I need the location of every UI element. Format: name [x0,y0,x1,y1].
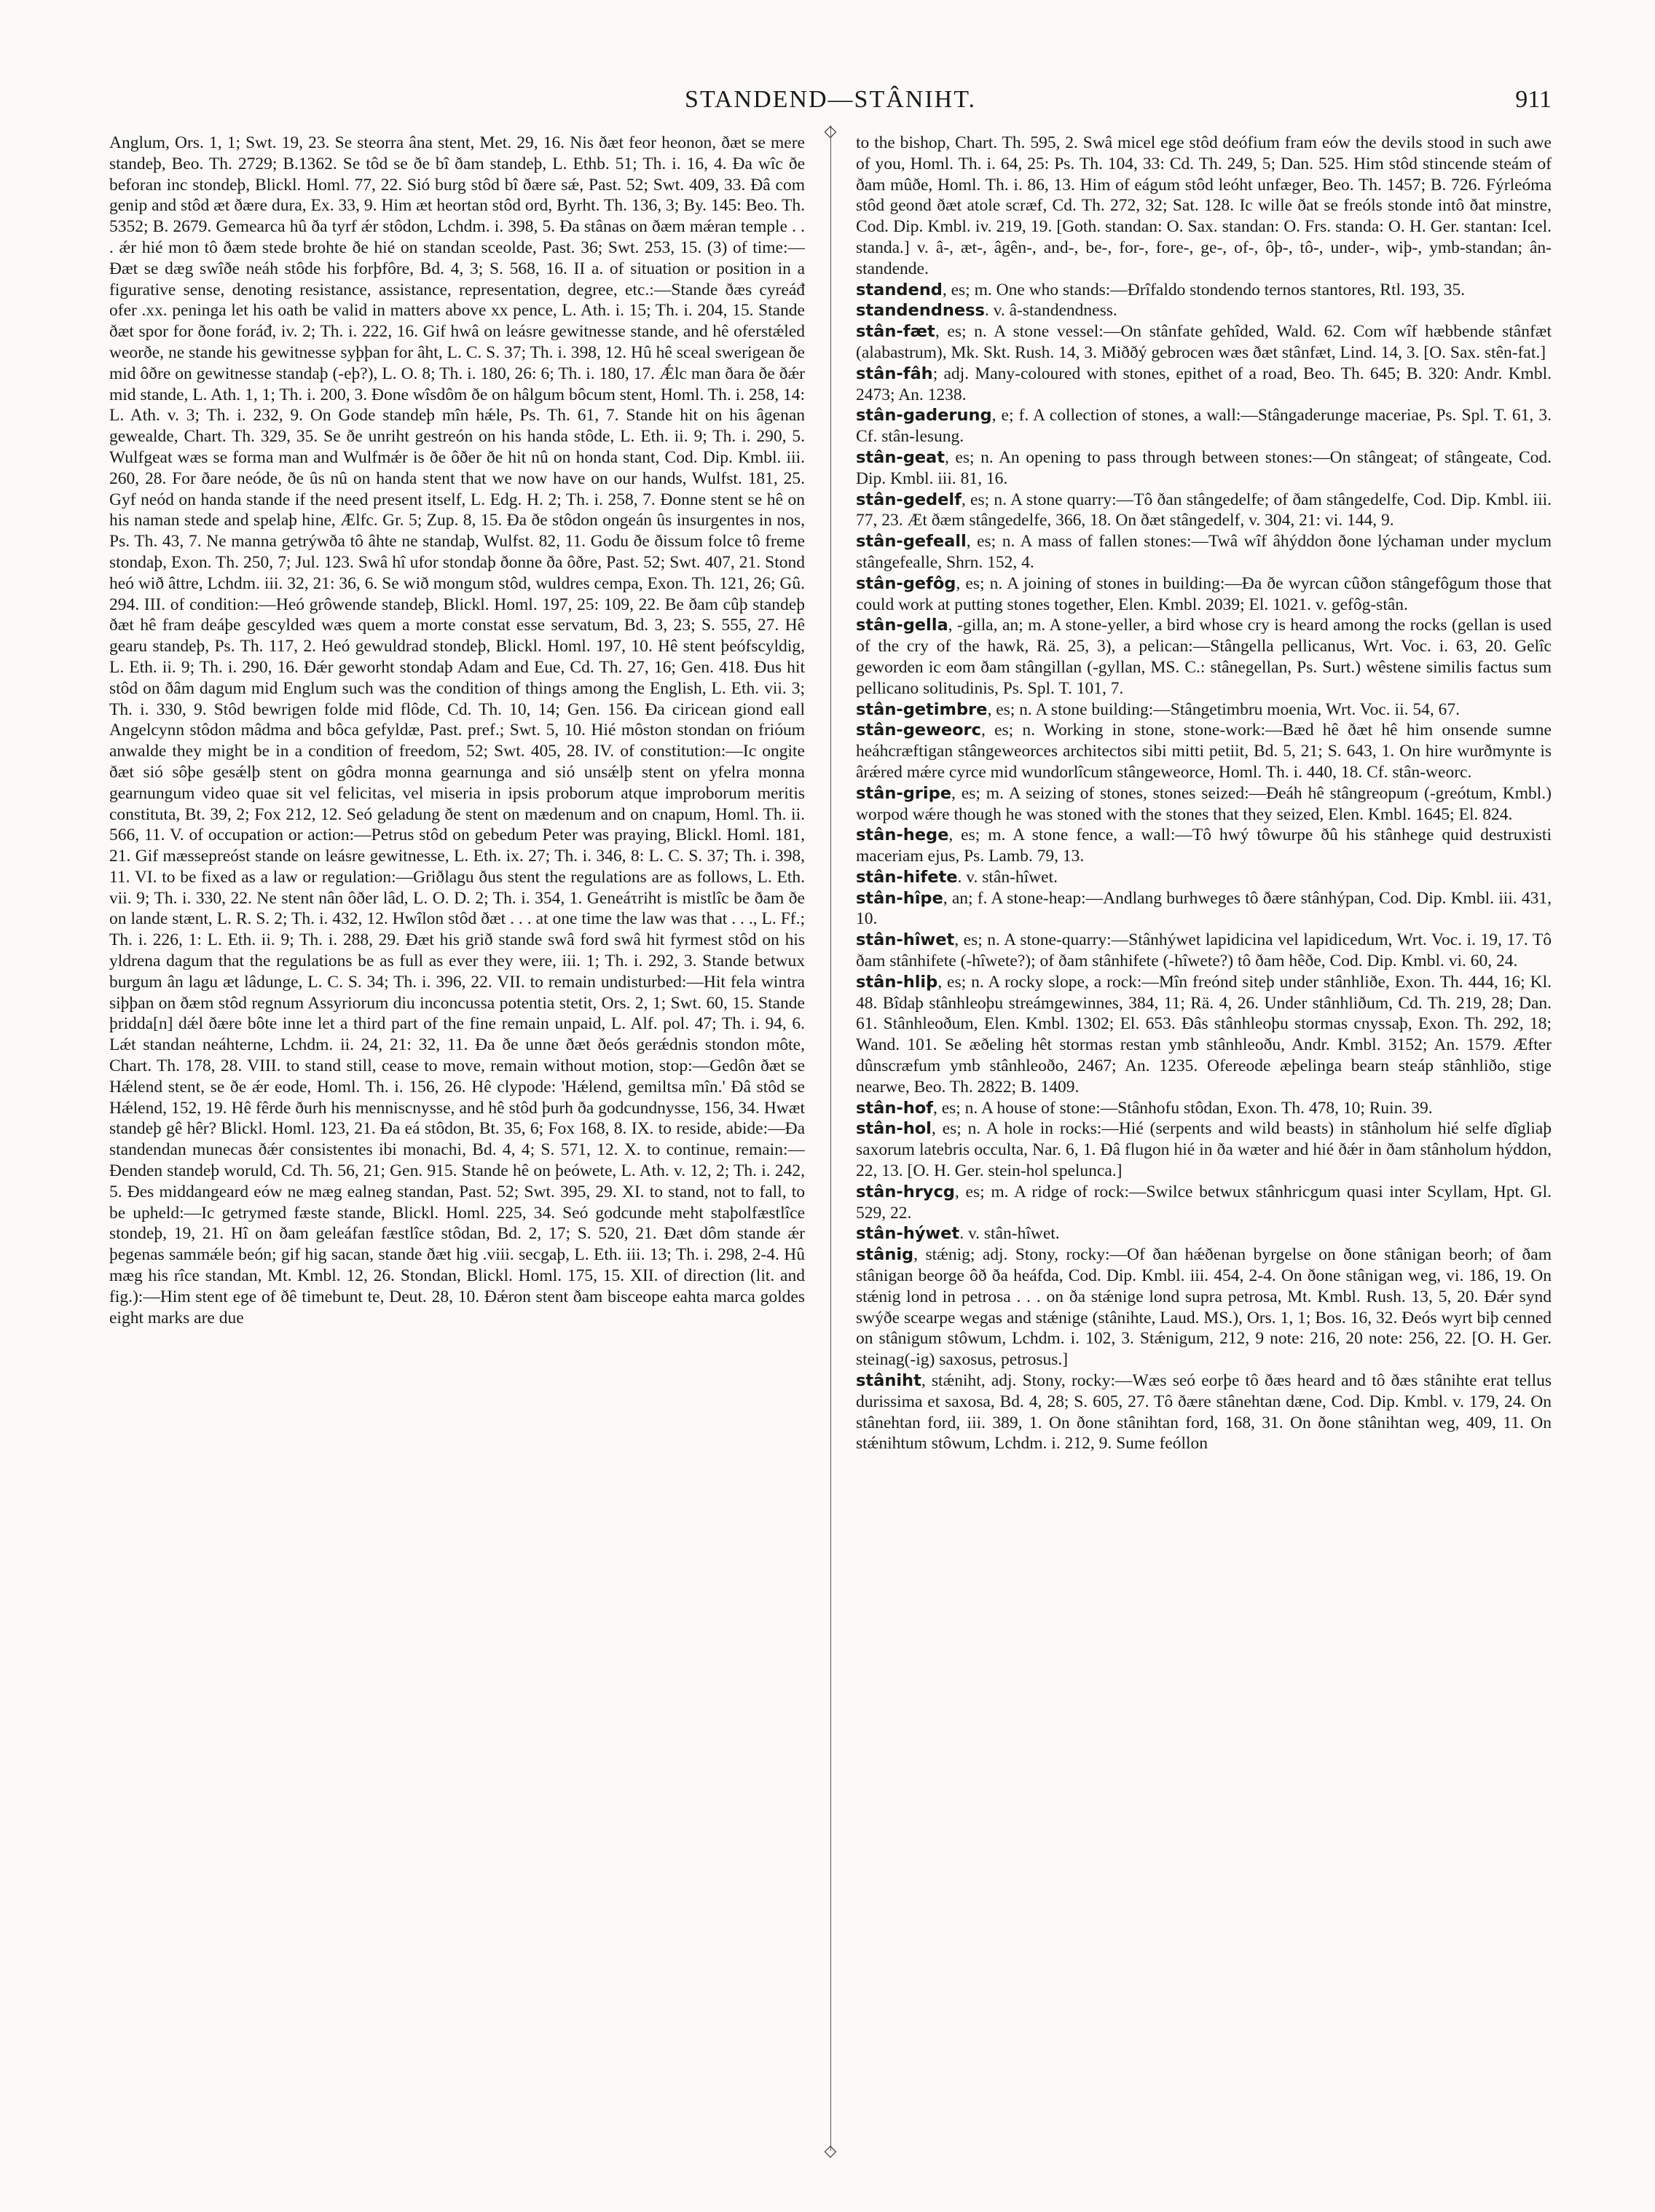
entry-stan-hifete: stân-hifete. v. stân-hîwet. [856,867,1058,887]
entry-stan-hrycg: stân-hrycg, es; m. A ridge of rock:—Swilce betwux stânhricgum quasi inter Scyllam, Hpt. Gl. 529, 22. [856,1182,1552,1223]
divider-ornament-bottom: ◇ [824,2141,837,2160]
divider-ornament-top: ◇ [824,122,837,140]
entry-stan-faet: stân-fæt, es; n. A stone vessel:—On stânfate gehîded, Wald. 62. Com wîf hæbbende stânfæt (alabastrum), Mk. Skt. Rush. 14, 3. Miððý gebrocen wæs ðæt stânfæt, Lind. 14, 3. [O. Sax. stên-fat.] [856,322,1552,362]
page-title: STANDEND—STÂNIHT. [685,86,976,113]
entry-stan-fah: stân-fâh; adj. Many-coloured with stones, epithet of a road, Beo. Th. 645; B. 320: Andr. Kmbl. 2473; An. 1238. [856,364,1552,404]
entry-stan-getimbre: stân-getimbre, es; n. A stone building:—Stângetimbru moenia, Wrt. Voc. ii. 54, 67. [856,699,1460,719]
entry-standendness: standendness. v. â-standendness. [856,301,1117,321]
right-column [856,133,1552,2165]
entry-stan-hol: stân-hol, es; n. A hole in rocks:—Hié (serpents and wild beasts) in stânholum hié selfe dîgliaþ saxorum latebris occulta, Nar. 6, 1. Ðâ flugon hié in ða wæter and hié ðǽr in ðam stânholum hýddon, 22, 13. [O. H. Ger. stein-hol spelunca.] [856,1119,1552,1181]
entry-stan-hiwet: stân-hîwet, es; n. A stone-quarry:—Stânhýwet lapidicina vel lapidicedum, Wrt. Voc. i. 19, 17. Tô ðam stânhifete (-hîwete?); of ðam stânhifete (-hîwete?) tô ðam hêðe, Cod. Dip. Kmbl. vi. 60, 24. [856,930,1552,971]
entry-stan-hlith: stân-hliþ, es; n. A rocky slope, a rock:—Mîn freónd siteþ under stânhliðe, Exon. Th. 444, 16; Kl. 48. Bîdaþ stânhleoþu streámgewinnes, 384, 11; Rä. 4, 26. Under stânhliðum, Cd. Th. 219, 28; Dan. 61. Stânhleoðum, Elen. Kmbl. 1302; El. 653. Ðâs stânhleoþu stormas cnyssaþ, Exon. Th. 292, 18; Wand. 101. Se æðeling hêt stormas restan ymb stânhleoðu, Andr. Kmbl. 3152; An. 1579. Æfter dûnscræfum ymb stânhleoðo, 2467; An. 1235. Ofereode æþelinga bearn steáp stânhliðo, stige nearwe, Beo. Th. 2822; B. 1409. [856,972,1552,1097]
entry-stan-hof: stân-hof, es; n. A house of stone:—Stânhofu stôdan, Exon. Th. 478, 10; Ruin. 39. [856,1098,1433,1118]
running-head [109,80,1552,124]
entry-staniht: stâniht, stǽniht, adj. Stony, rocky:—Wæs seó eorþe tô ðæs heard and tô ðæs stânihte erat tellus durissima et saxosa, Bd. 4, 28; S. 605, 27. Tô ðære stânehtan dæne, Cod. Dip. Kmbl. v. 179, 24. On stânehtan ford, iii. 389, 1. On ðone stânihtan ford, 168, 31. On ðone stânihtan weg, 409, 11. On stǽnihtum stôwum, Lchdm. i. 212, 9. Sume feóllon [856,1371,1552,1454]
entry-stan-hywet: stân-hýwet. v. stân-hîwet. [856,1224,1060,1244]
page-number: 911 [1515,86,1552,113]
entry-stan-geweorc: stân-geweorc, es; n. Working in stone, stone-work:—Bæd hê ðæt hê him onsende sumne heáhcræftigan stângeweorces architectos sibi mitti petiit, Bd. 5, 21; S. 643, 1. On hire wurðmynte is ârǽred mǽre cyrce mid wundorlîcum stângeweorce, Homl. Th. i. 440, 18. Cf. stân-weorc. [856,721,1552,782]
column-divider [830,125,831,2151]
entry-stan-gefog: stân-gefôg, es; n. A joining of stones in building:—Ða ðe wyrcan cûðon stângefôgum those that could work at putting stones together, Elen. Kmbl. 2039; El. 1021. v. gefôg-stân. [856,573,1552,614]
entry-stan-gedelf: stân-gedelf, es; n. A stone quarry:—Tô ðan stângedelfe; of ðam stângedelfe, Cod. Dip. Kmbl. iii. 77, 23. Æt ðæm stângedelfe, 366, 18. On ðæt stângedelf, v. 304, 21: vi. 144, 9. [856,490,1552,530]
entry-stan-gella: stân-gella, -gilla, an; m. A stone-yeller, a bird whose cry is heard among the rocks (gellan is used of the cry of the hawk, Rä. 25, 3), a pelican:—Stângella pellicanus, Wrt. Voc. i. 63, 20. Gelîc geworden ic eom ðam stângillan (-gyllan, MS. C.: stânegellan, Ps. Surt.) wêstene similis factus sum pellicano solitudinis, Ps. Spl. T. 101, 7. [856,616,1552,698]
entry-stan-hipe: stân-hîpe, an; f. A stone-heap:—Andlang burhweges tô ðære stânhýpan, Cod. Dip. Kmbl. iii. 431, 10. [856,888,1552,929]
entry-stan-gefeall: stân-gefeall, es; n. A mass of fallen stones:—Twâ wîf âhýddon ðone lýchaman under myclum stângefealle, Shrn. 152, 4. [856,532,1552,572]
entry-stanig: stânig, stǽnig; adj. Stony, rocky:—Of ðan hǽðenan byrgelse on ðone stânigan beorh; of ðam stânigan beorge ôð ða heáfda, Cod. Dip. Kmbl. iii. 454, 2-4. On ðone stânigan weg, vi. 186, 19. On stǽnig lond in petrosa . . . on ða stǽnige lond supra petrosa, Mt. Kmbl. Rush. 13, 5, 20. Ðǽr synd swýðe scearpe wegas and stǽnige (stânihte, Laud. MS.), Ors. 1, 1; Bos. 16, 32. Ðeós wyrt biþ cenned on stânigum stôwum, Lchdm. i. 102, 3. Stǽnigum, 212, 9 note: 216, 20 note: 256, 22. [O. H. Ger. steinag(-ig) saxosus, petrosus.] [856,1245,1552,1370]
entry-standan-continued: Anglum, Ors. 1, 1; Swt. 19, 23. Se steorra âna stent, Met. 29, 16. Nis ðæt feor heonon, ðæt se mere standeþ, Beo. Th. 2729; B.1362. Se tôd se ðe bî ðam standeþ, L. Ethb. 51; Th. i. 16, 4. Ða wîc ðe beforan inc stondeþ, Blickl. Homl. 77, 22. Sió burg stôd bî ðære sǽ, Past. 52; Swt. 409, 33. Ðâ com genip and stôd æt ðære dura, Ex. 33, 9. Him æt heortan stôd ord, Byrht. Th. 136, 3; By. 145: Beo. Th. 5352; B. 2679. Gemearca hû ða tyrf ǽr stôdon, Lchdm. i. 398, 5. Ða stânas on ðæm mǽran temple . . . ǽr hié mon tô ðæm stede brohte ðe hié on standan sceolde, Past. 36; Swt. 253, 15. (3) of time:—Ðæt se dæg swîðe neáh stôde his forþfôre, Bd. 4, 3; S. 568, 16. II a. of situation or position in a figurative sense, denoting resistance, assistance, representation, degree, etc.:—Stande ðæs cyreáđ ofer .xx. peninga let his oath be valid in matters above xx pence, L. Ath. i. 15; Th. i. 204, 15. Stande ðæt spor for ðone foráđ, iv. 2; Th. i. 222, 16. Gif hwâ on leásre gewitnesse stande, and hê oferstǽled weorðe, ne stande his gewitnesse syþþan for âht, L. C. S. 37; Th. i. 398, 12. Hû hê sceal swerigean ðe mid ôðre on gewitnesse standaþ (-eþ?), L. O. 8; Th. i. 180, 26: 6; Th. i. 180, 17. Ǽlc man ðara ðe ðǽr mid stande, L. Ath. 1, 1; Th. i. 200, 3. Ðone wîsdôm ðe on hâlgum bôcum stent, Homl. Th. i. 258, 14: L. Ath. v. 3; Th. i. 232, 9. On Gode standeþ mîn hǽle, Ps. Th. 61, 7. Stande hit on his âgenan gewealde, Chart. Th. 329, 35. Se ðe unriht gestreón on his handa stôde, L. Eth. ii. 9; Th. i. 290, 5. Wulfgeat wæs se forma man and Wulfmǽr is ðe ôðer ðe hit nû on honda stant, Cod. Dip. Kmbl. iii. 260, 28. For ðare neóde, ðe ûs nû on handa stent that we now have on our hands, Wulfst. 181, 25. Gyf neód on handa stande if the need present itself, L. Edg. H. 2; Th. i. 258, 7. Ðonne stent se hê on his naman stede and spelaþ hine, Ælfc. Gr. 5; Zup. 8, 15. Ða ðe stôdon ongeán ûs insurgentes in nos, Ps. Th. 43, 7. Ne manna getrýwða tô âhte ne standaþ, Wulfst. 82, 11. Godu ðe ðissum folce tô freme stondaþ, Exon. Th. 250, 7; Jul. 123. Swâ hî ufor stondaþ ðonne ða ôðre, Past. 52; Swt. 407, 21. Stond heó wið âttre, Lchdm. iii. 32, 21: 36, 6. Se wið mongum stôd, wuldres cempa, Exon. Th. 121, 26; Gû. 294. III. of condition:—Heó grôwende standeþ, Blickl. Homl. 197, 25: 109, 22. Be ðam cûþ standeþ ðæt hê fram deáþe gescylded wæs quem a morte constat esse servatum, Bd. 3, 23; S. 555, 27. Hê gearu standeþ, Ps. Th. 117, 2. Heó gewuldrad stondeþ, Blickl. Homl. 197, 10. Hê stent þeófscyldig, L. Eth. ii. 9; Th. i. 290, 16. Ðǽr geworht stondaþ Adam and Eue, Cd. Th. 27, 16; Gen. 418. Ðus hit stôd on ðâm dagum mid Englum such was the condition of things among the English, L. Eth. vii. 3; Th. i. 330, 9. Stôd bewrigen folde mid flôde, Cd. Th. 10, 14; Gen. 156. Ða ciricean giond eall Angelcynn stôdon mâdma and bôca gefyldæ, Past. pref.; Swt. 5, 10. Hié môston stondan on frióum anwalde they might be in a condition of freedom, 52; Swt. 405, 28. IV. of constitution:—Ic ongite ðæt sió sôþe gesǽlþ stent on gôdra monna gearnunga and sió unsǽlþ stent on yfelra monna gearnungum video quae sit vel felicitas, vel miseria in ipsis proborum atque improborum meritis constituta, Bt. 39, 2; Fox 212, 12. Seó geladung ðe stent on mædenum and on cnapum, Homl. Th. ii. 566, 11. V. of occupation or action:—Petrus stôd on gebedum Peter was praying, Blickl. Homl. 181, 21. Gif mæssepreóst stande on leásre gewitnesse, L. Eth. ix. 27; Th. i. 346, 8: L. C. S. 37; Th. i. 398, 11. VI. to be fixed as a law or regulation:—Griðlagu ðus stent the regulations are as follows, L. Eth. vii. 9; Th. i. 330, 22. Ne stent nân ôðer lâd, L. O. D. 2; Th. i. 354, 1. Geneáτriht is mistlîc be ðam ðe on lande stænt, L. R. S. 2; Th. i. 432, 12. Hwîlon stôd ðæt . . . at one time the law was that . . ., L. Ff.; Th. i. 226, 1: L. Eth. ii. 9; Th. i. 288, 29. Ðæt his grið stande swâ ford swâ hit fyrmest stôd on his yldrena dagum that the regulations be as full as ever they were, iii. 1; Th. i. 292, 3. Stande betwux burgum ân lagu æt lâdunge, L. C. S. 34; Th. i. 396, 22. VII. to remain undisturbed:—Hit fela wintra siþþan on ðæm stôd regnum Assyriorum diu inconcussa potentia stetit, Ors. 2, 1; Swt. 60, 15. Stande þridda[n] dǽl ðære bôte inne let a third part of the fine remain unpaid, L. Alf. pol. 47; Th. i. 94, 6. Lǽt standan neáhterne, Lchdm. ii. 24, 21: 32, 11. Ða ðe unne ðæt ðeós gerǽdnis stondon môte, Chart. Th. 178, 28. VIII. to stand still, cease to move, remain without motion, stop:—Gedôn ðæt se Hǽlend stent, se ðe ǽr eode, Homl. Th. i. 156, 26. Hê clypode: 'Hǽlend, gemiltsa mîn.' Ðâ stôd se Hǽlend, 152, 19. Hê fêrde ðurh his menniscnysse, and hê stôd þurh ða godcundnysse, 156, 34. Hwæt standeþ gê hêr? Blickl. Homl. 123, 21. Ða eá stôdon, Bt. 35, 6; Fox 168, 8. IX. to reside, abide:—Ða standendan munecas ðǽr consistentes ibi monachi, Bd. 4, 4; S. 571, 12. X. to continue, remain:—Ðenden standeþ woruld, Cd. Th. 56, 21; Gen. 915. Stande hê on þeówete, L. Ath. v. 12, 2; Th. i. 242, 5. Ðes middangeard eów ne mæg ealneg standan, Past. 52; Swt. 395, 29. XI. to stand, not to fall, to be upheld:—Ic getrymed fæste stande, Blickl. Homl. 225, 34. Seó godcunde meht staþolfæstlîce stondeþ, 19, 21. Hî on ðam geleáfan fæstlîce stôdan, Bd. 2, 17; S. 520, 21. Ðæt dôm stande ǽr þegenas sammǽle beón; gif hig sacan, stande ðæt hig .viii. secgaþ, L. Eth. iii. 13; Th. i. 298, 2-4. Hû mæg his rîce standan, Mt. Kmbl. 12, 26. Stondan, Blickl. Homl. 175, 15. XII. of direction (lit. and fig.):—Him stent ege of ðê timebunt te, Deut. 28, 10. Ðǽron stent ðam bisceope eahta marca goldes eight marks are due [109,133,805,1327]
left-column [109,133,805,2165]
entry-standend: standend, es; m. One who stands:—Ðrîfaldo stondendo ternos stantores, Rtl. 193, 35. [856,280,1466,299]
entry-stan-gaderung: stân-gaderung, e; f. A collection of stones, a wall:—Stângaderunge maceriae, Ps. Spl. T. 61, 3. Cf. stân-lesung. [856,406,1552,447]
dictionary-page [109,80,1552,2171]
entry-standan-end: to the bishop, Chart. Th. 595, 2. Swâ micel ege stôd deófium fram eów the devils stood in such awe of you, Homl. Th. i. 64, 25: Ps. Th. 104, 33: Cd. Th. 249, 5; Dan. 525. Him stôd stincende steám of ðam mûðe, Homl. Th. i. 86, 13. Him of eágum stôd leóht unfæger, Beo. Th. 1457; B. 726. Fýrleóma stôd geond ðæt atole scræf, Cd. Th. 272, 32; Sat. 128. Ic wille ðat se freóls stonde intô ðat minstre, Cod. Dip. Kmbl. iv. 219, 19. [Goth. standan: O. Sax. standan: O. Frs. standa: O. H. Ger. stantan: Icel. standa.] v. â-, æt-, âgên-, and-, be-, for-, fore-, ge-, of-, ôþ-, tô-, under-, wiþ-, ymb-standan; ân-standende. [856,133,1552,278]
entry-stan-geat: stân-geat, es; n. An opening to pass through between stones:—On stângeat; of stângeate, Cod. Dip. Kmbl. iii. 81, 16. [856,447,1552,488]
entry-stan-hege: stân-hege, es; m. A stone fence, a wall:—Tô hwý tôwurpe ðû his stânhege quid destruxisti maceriam ejus, Ps. Lamb. 79, 13. [856,825,1552,866]
entry-stan-gripe: stân-gripe, es; m. A seizing of stones, stones seized:—Ðeáh hê stângreopum (-greótum, Kmbl.) worpod wǽre though he was stoned with the stones that they seized, Elen. Kmbl. 1645; El. 824. [856,783,1552,824]
